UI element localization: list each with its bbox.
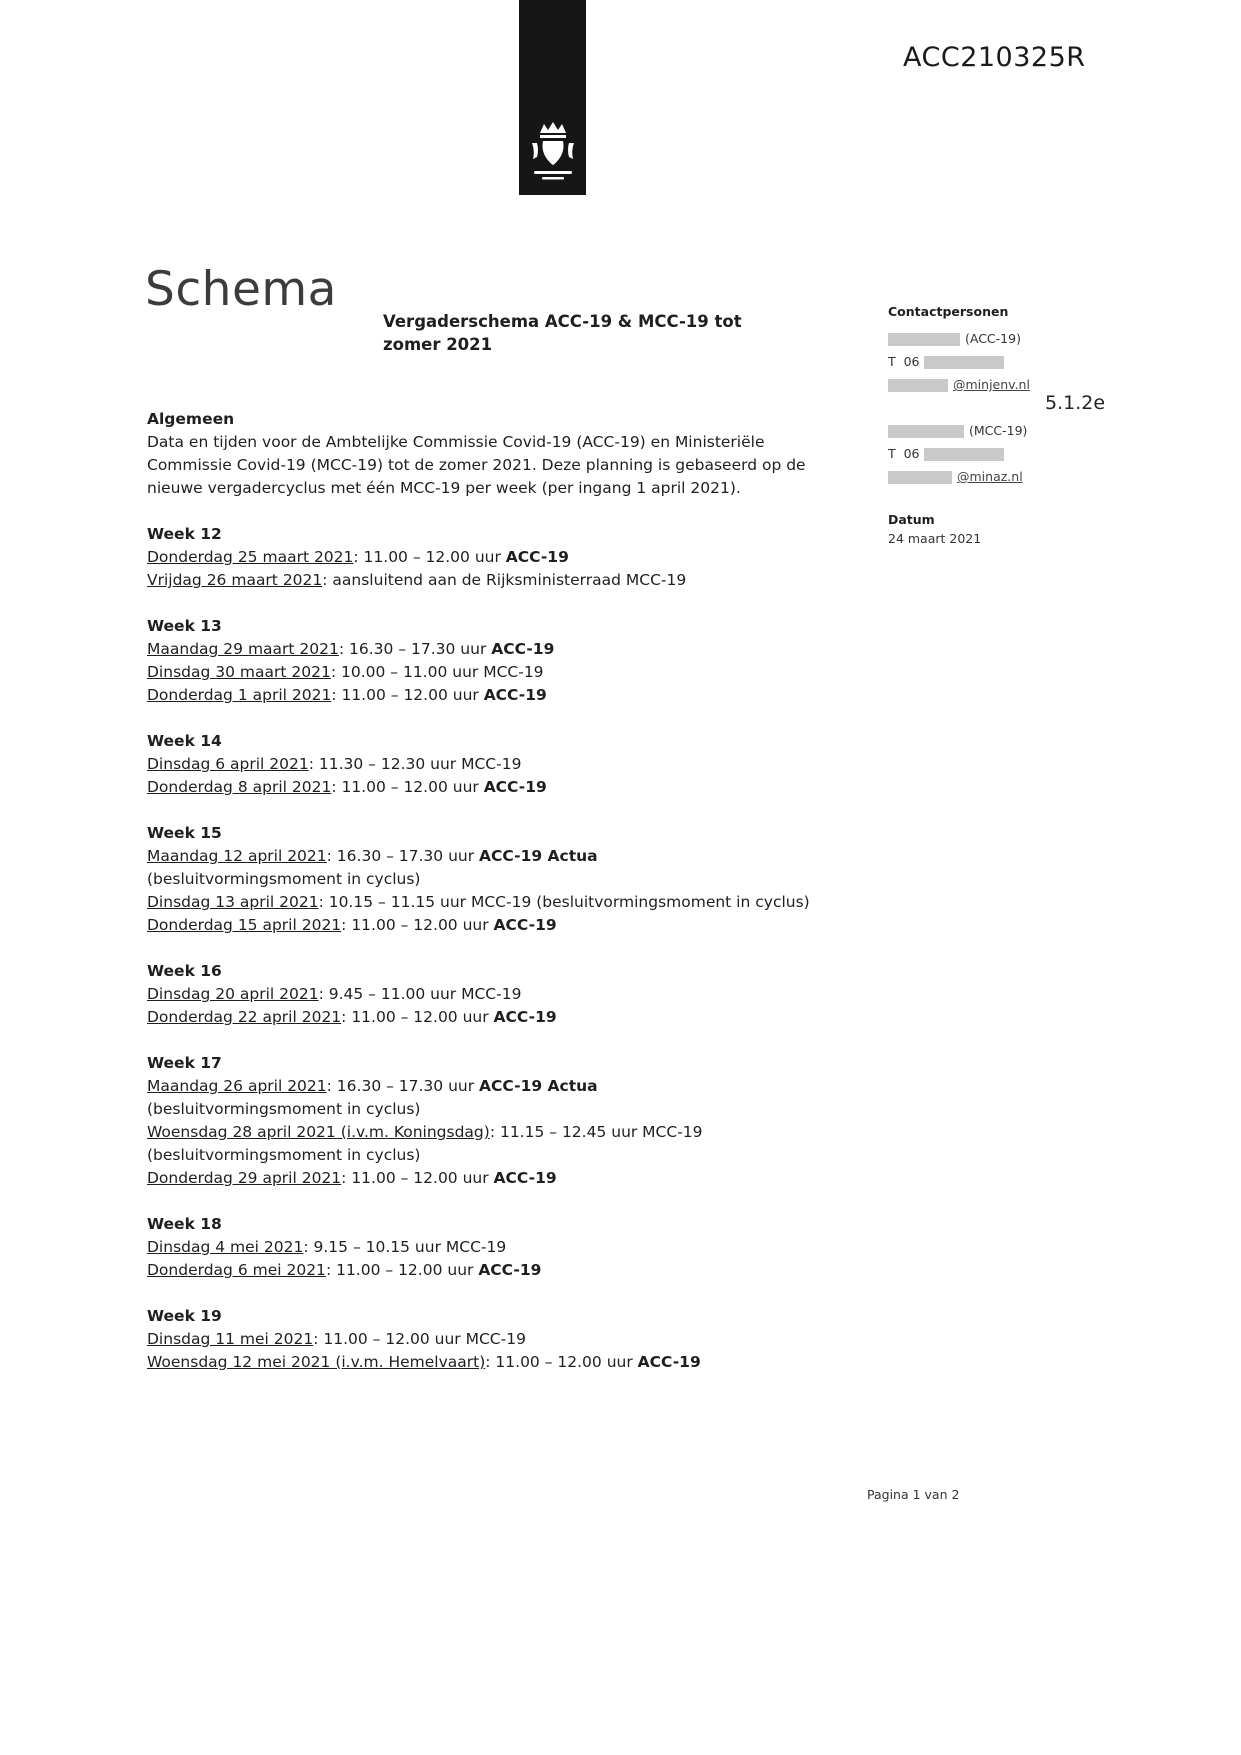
week-section	[147, 615, 852, 707]
schedule-entry	[147, 845, 852, 868]
entry-date: Dinsdag 6 april 2021	[147, 755, 309, 773]
contact-phone-label: T 06	[888, 354, 920, 369]
entry-committee: ACC-19	[478, 1261, 542, 1279]
entry-text: : 11.30 – 12.30 uur MCC-19	[308, 755, 522, 773]
entry-date: Donderdag 1 april 2021	[147, 686, 332, 704]
contact-name-row	[888, 421, 1108, 441]
entry-date: Maandag 26 april 2021	[147, 1077, 327, 1095]
entry-committee: ACC-19	[483, 778, 547, 796]
schedule-entry	[147, 638, 852, 661]
entry-committee: ACC-19 Actua	[479, 1077, 598, 1095]
algemeen-text: Data en tijden voor de Ambtelijke Commissie Covid-19 (ACC-19) en Ministeriële Commissie Covid-19 (MCC-19) tot de zomer 2021. Deze planning is gebaseerd op de nieuwe vergadercyclus met één MCC-19 per week (per ingang 1 april 2021).	[147, 433, 806, 497]
schedule-entry	[147, 983, 852, 1006]
logo-banner	[519, 0, 586, 195]
entry-text: : 11.15 – 12.45 uur MCC-19	[489, 1123, 703, 1141]
datum-label: Datum	[888, 512, 935, 527]
week-title: Week 19	[147, 1307, 222, 1325]
schedule-entry	[147, 1259, 852, 1282]
entry-date: Vrijdag 26 maart 2021	[147, 571, 323, 589]
week-title: Week 12	[147, 525, 222, 543]
schedule-entry	[147, 1328, 852, 1351]
rijksoverheid-emblem-icon	[530, 121, 576, 187]
week-section	[147, 1052, 852, 1190]
entry-text: : 11.00 – 12.00 uur	[341, 1169, 494, 1187]
schedule-entry	[147, 569, 852, 592]
schedule-entry	[147, 1121, 852, 1144]
entry-committee: ACC-19	[637, 1353, 701, 1371]
entry-text: : 16.30 – 17.30 uur	[326, 1077, 480, 1095]
email-link-minjenv[interactable]: @minjenv.nl	[953, 377, 1030, 392]
contact-phone-row	[888, 444, 1108, 464]
redacted-phone	[924, 356, 1004, 369]
contact-name-row	[888, 329, 1108, 349]
entry-date: Donderdag 22 april 2021	[147, 1008, 342, 1026]
entry-committee: ACC-19	[493, 1169, 557, 1187]
entry-date: Dinsdag 20 april 2021	[147, 985, 319, 1003]
week-section	[147, 1213, 852, 1282]
entry-text: : 11.00 – 12.00 uur	[353, 548, 506, 566]
entry-date: Dinsdag 4 mei 2021	[147, 1238, 304, 1256]
entry-committee: ACC-19	[483, 686, 547, 704]
redacted-email-user	[888, 471, 952, 484]
entry-date: Donderdag 6 mei 2021	[147, 1261, 326, 1279]
entry-note: (besluitvormingsmoment in cyclus)	[147, 1100, 421, 1118]
entry-text: : aansluitend aan de Rijksministerraad MCC-19	[322, 571, 687, 589]
entry-date: Dinsdag 11 mei 2021	[147, 1330, 314, 1348]
document-subtitle: Vergaderschema ACC-19 & MCC-19 tot zomer 2021	[383, 312, 742, 354]
datum-value: 24 maart 2021	[888, 531, 982, 546]
entry-date: Maandag 12 april 2021	[147, 847, 327, 865]
schedule-entry	[147, 1006, 852, 1029]
contact-org: (ACC-19)	[965, 331, 1021, 346]
entry-note: (besluitvormingsmoment in cyclus)	[147, 1146, 421, 1164]
week-section	[147, 523, 852, 592]
entry-committee: ACC-19 Actua	[479, 847, 598, 865]
schedule-entry	[147, 1351, 852, 1374]
week-title: Week 17	[147, 1054, 222, 1072]
entry-date: Donderdag 8 april 2021	[147, 778, 332, 796]
entry-date: Donderdag 15 april 2021	[147, 916, 342, 934]
schedule-entry	[147, 1236, 852, 1259]
entry-note: (besluitvormingsmoment in cyclus)	[147, 870, 421, 888]
schedule-entry	[147, 891, 852, 914]
contact-email-row	[888, 467, 1108, 487]
entry-date: Dinsdag 13 april 2021	[147, 893, 319, 911]
entry-text: : 11.00 – 12.00 uur	[341, 916, 494, 934]
page-footer: Pagina 1 van 2	[867, 1487, 960, 1502]
page-title: Schema	[145, 262, 337, 317]
entry-committee: ACC-19	[493, 1008, 557, 1026]
redacted-phone	[924, 448, 1004, 461]
week-section	[147, 730, 852, 799]
schedule-entry	[147, 684, 852, 707]
week-title: Week 18	[147, 1215, 222, 1233]
redacted-name	[888, 425, 964, 438]
contact-heading: Contactpersonen	[888, 304, 1009, 319]
redacted-name	[888, 333, 960, 346]
weeks	[147, 523, 852, 1374]
algemeen-heading: Algemeen	[147, 410, 235, 428]
schedule-entry	[147, 661, 852, 684]
week-section	[147, 960, 852, 1029]
entry-date: Woensdag 12 mei 2021 (i.v.m. Hemelvaart)	[147, 1353, 486, 1371]
contact-phone-label: T 06	[888, 446, 920, 461]
week-title: Week 16	[147, 962, 222, 980]
entry-date: Donderdag 29 april 2021	[147, 1169, 342, 1187]
entry-committee: ACC-19	[491, 640, 555, 658]
entry-text: : 11.00 – 12.00 uur MCC-19	[313, 1330, 526, 1348]
entry-date: Woensdag 28 april 2021 (i.v.m. Koningsdag)	[147, 1123, 490, 1141]
entry-text: : 10.15 – 11.15 uur MCC-19 (besluitvormingsmoment in cyclus)	[318, 893, 810, 911]
entry-committee: ACC-19	[493, 916, 557, 934]
entry-text: : 11.00 – 12.00 uur	[341, 1008, 494, 1026]
week-section	[147, 822, 852, 937]
email-link-minaz[interactable]: @minaz.nl	[957, 469, 1023, 484]
redacted-email-user	[888, 379, 948, 392]
entry-date: Dinsdag 30 maart 2021	[147, 663, 331, 681]
entry-text: : 9.45 – 11.00 uur MCC-19	[318, 985, 522, 1003]
entry-text: : 11.00 – 12.00 uur	[331, 778, 484, 796]
schedule-entry	[147, 1075, 852, 1098]
entry-text: : 16.30 – 17.30 uur	[338, 640, 492, 658]
schedule-entry	[147, 546, 852, 569]
week-title: Week 14	[147, 732, 222, 750]
week-section	[147, 1305, 852, 1374]
datum-section	[888, 510, 981, 548]
entry-text: : 11.00 – 12.00 uur	[325, 1261, 479, 1279]
contact-entry-acc19	[888, 329, 1108, 395]
schedule-entry	[147, 753, 852, 776]
main-content	[147, 408, 852, 1374]
entry-date: Maandag 29 maart 2021	[147, 640, 339, 658]
week-title: Week 15	[147, 824, 222, 842]
entry-text: : 9.15 – 10.15 uur MCC-19	[303, 1238, 507, 1256]
entry-date: Donderdag 25 maart 2021	[147, 548, 354, 566]
entry-text: : 16.30 – 17.30 uur	[326, 847, 480, 865]
annotation-512e: 5.1.2e	[1045, 392, 1106, 414]
entry-committee: ACC-19	[505, 548, 569, 566]
entry-text: : 11.00 – 12.00 uur	[331, 686, 484, 704]
schedule-entry	[147, 914, 852, 937]
schedule-entry	[147, 1167, 852, 1190]
contact-entry-mcc19	[888, 421, 1108, 487]
contact-phone-row	[888, 352, 1108, 372]
contact-org: (MCC-19)	[969, 423, 1028, 438]
entry-text: : 10.00 – 11.00 uur MCC-19	[330, 663, 544, 681]
schedule-entry	[147, 776, 852, 799]
entry-text: : 11.00 – 12.00 uur	[485, 1353, 638, 1371]
document-reference: ACC210325R	[903, 42, 1086, 73]
week-title: Week 13	[147, 617, 222, 635]
